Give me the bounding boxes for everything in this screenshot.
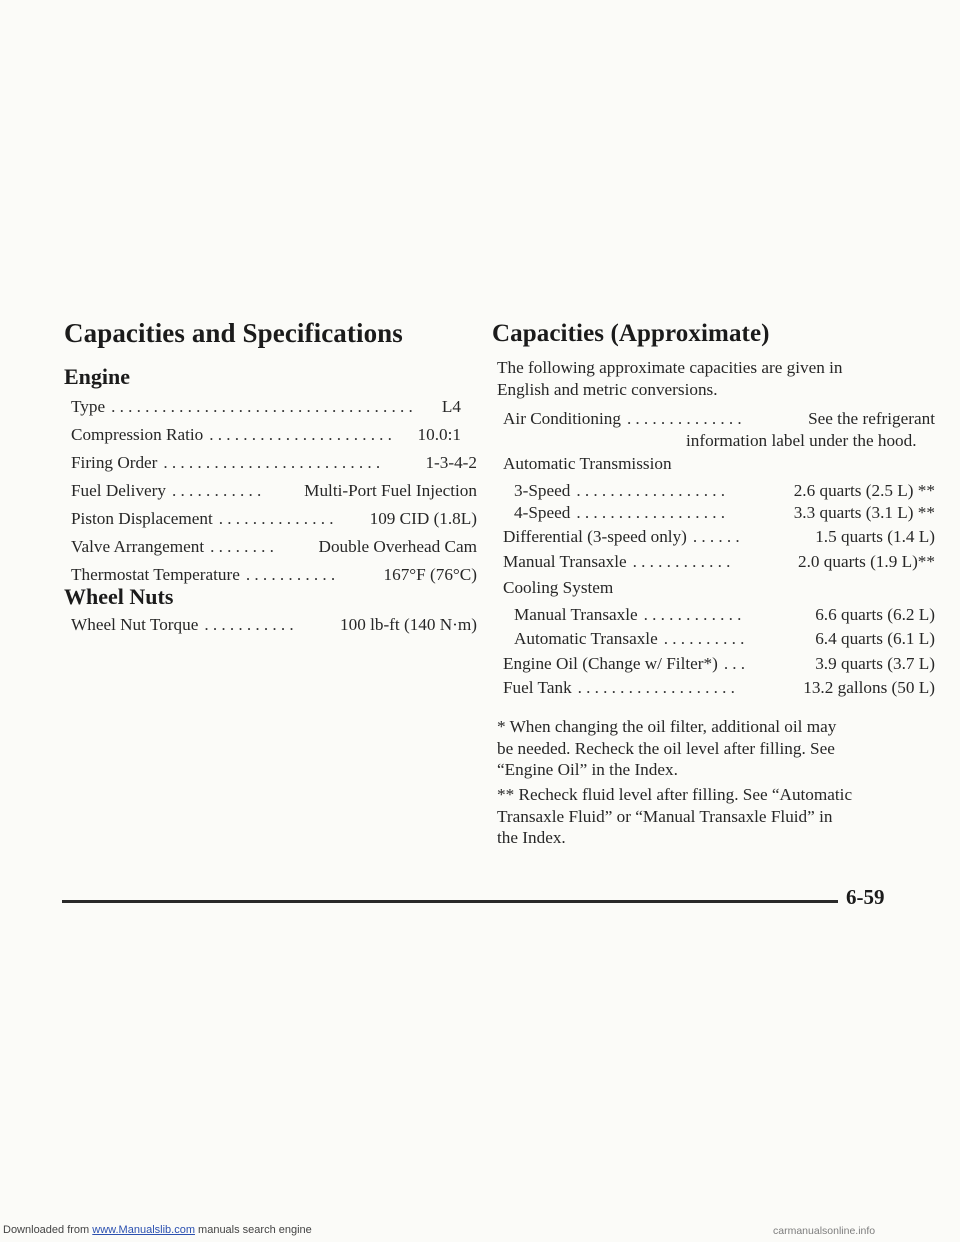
cap-label: Manual Transaxle — [514, 605, 638, 624]
cap-air-conditioning — [503, 409, 935, 429]
engine-heading: Engine — [64, 364, 131, 389]
spec-compression-ratio — [71, 425, 461, 445]
leader-dots: .................. — [576, 481, 730, 500]
cooling-system-label: Cooling System — [503, 578, 614, 597]
spec-label: Valve Arrangement — [71, 537, 205, 556]
spec-value: Double Overhead Cam — [318, 537, 477, 556]
cap-value: 2.6 quarts (2.5 L) ** — [793, 481, 935, 500]
footnote-oil-filter — [497, 716, 917, 781]
cap-value: 1.5 quarts (1.4 L) — [815, 527, 935, 546]
spec-label: Type — [71, 397, 106, 416]
leader-dots: ...... — [692, 527, 744, 546]
intro-line: English and metric conversions. — [497, 379, 718, 399]
leader-dots: ... — [723, 654, 750, 673]
spec-wheel-nut-torque — [71, 615, 477, 635]
cap-cooling-manual — [514, 605, 935, 625]
manualslib-link[interactable]: www.Manualslib.com — [92, 1224, 195, 1236]
cap-label: Manual Transaxle — [503, 552, 627, 571]
spec-value: 1-3-4-2 — [425, 453, 477, 472]
leader-dots: .......... — [663, 629, 749, 648]
spec-label: Thermostat Temperature — [71, 565, 240, 584]
leader-dots: .............. — [626, 409, 746, 428]
cap-label: 4-Speed — [514, 503, 571, 522]
download-footer — [3, 1224, 312, 1236]
leader-dots: ............ — [632, 552, 735, 571]
leader-dots: .............. — [218, 509, 338, 528]
page-number: 6-59 — [838, 885, 885, 910]
leader-dots: .................. — [576, 503, 730, 522]
cap-cooling-automatic — [514, 629, 935, 649]
cap-manual-transaxle — [503, 552, 935, 572]
leader-dots: ............ — [643, 605, 746, 624]
cap-fuel-tank — [503, 678, 935, 698]
leader-dots: ........ — [210, 537, 279, 556]
cap-value: 3.9 quarts (3.7 L) — [815, 654, 935, 673]
leader-dots: .................................... — [111, 397, 418, 416]
cap-differential — [503, 527, 935, 547]
cap-value: 13.2 gallons (50 L) — [803, 678, 935, 697]
spec-value: 109 CID (1.8L) — [369, 509, 477, 528]
cap-engine-oil — [503, 654, 935, 674]
footer-prefix: Downloaded from — [3, 1224, 93, 1236]
spec-label: Firing Order — [71, 453, 158, 472]
watermark: carmanualsonline.info — [773, 1225, 876, 1237]
wheel-nuts-heading: Wheel Nuts — [64, 584, 174, 609]
bottom-rule — [62, 900, 880, 903]
spec-valve-arrangement — [71, 537, 477, 557]
footnote-fluid-level — [497, 784, 917, 849]
spec-label: Fuel Delivery — [71, 481, 166, 500]
cap-label: Differential (3-speed only) — [503, 527, 687, 546]
leader-dots: ........... — [172, 481, 266, 500]
leader-dots: .......................... — [163, 453, 385, 472]
footnote-line: be needed. Recheck the oil level after filling. See — [497, 738, 835, 758]
spec-firing-order — [71, 453, 477, 473]
cap-label: Fuel Tank — [503, 678, 572, 697]
cap-label: Air Conditioning — [503, 409, 621, 428]
cap-label: 3-Speed — [514, 481, 571, 500]
cap-3-speed — [514, 481, 935, 501]
cap-value: See the refrigerant — [808, 409, 935, 428]
footnote-line: the Index. — [497, 828, 566, 847]
footnote-line: Transaxle Fluid” or “Manual Transaxle Fluid” in — [497, 806, 833, 826]
spec-fuel-delivery — [71, 481, 477, 501]
spec-thermostat-temperature — [71, 565, 477, 585]
spec-piston-displacement — [71, 509, 477, 529]
spec-label: Wheel Nut Torque — [71, 615, 199, 634]
spec-label: Piston Displacement — [71, 509, 213, 528]
cap-value: 6.4 quarts (6.1 L) — [815, 629, 935, 648]
spec-value: L4 — [441, 397, 461, 416]
leader-dots: ................... — [577, 678, 740, 697]
cap-value: 3.3 quarts (3.1 L) ** — [793, 503, 935, 522]
cap-label: Automatic Transaxle — [514, 629, 658, 648]
intro-line: The following approximate capacities are given in — [497, 358, 843, 377]
spec-value: 167°F (76°C) — [383, 565, 477, 584]
spec-value: Multi-Port Fuel Injection — [304, 481, 477, 500]
capacities-heading: Capacities (Approximate) — [492, 320, 770, 347]
spec-value: 10.0:1 — [417, 425, 461, 444]
spec-label: Compression Ratio — [71, 425, 204, 444]
spec-type — [71, 397, 461, 417]
cap-label: Engine Oil (Change w/ Filter*) — [503, 654, 718, 673]
cap-value: 2.0 quarts (1.9 L)** — [798, 552, 935, 571]
cap-4-speed — [514, 503, 935, 523]
spec-value: 100 lb-ft (140 N·m) — [340, 615, 477, 634]
footnote-line: “Engine Oil” in the Index. — [497, 760, 678, 779]
footnote-line: ** Recheck fluid level after filling. See “Automatic — [497, 785, 853, 804]
page-title: Capacities and Specifications — [64, 318, 403, 348]
cap-air-conditioning-cont: information label under the hood. — [686, 431, 917, 450]
leader-dots: ........... — [204, 615, 298, 634]
cap-value: 6.6 quarts (6.2 L) — [815, 605, 935, 624]
footnote-line: * When changing the oil filter, additional oil may — [497, 717, 837, 736]
leader-dots: ...................... — [209, 425, 397, 444]
leader-dots: ........... — [245, 565, 340, 584]
intro-paragraph — [497, 357, 917, 400]
footer-suffix: manuals search engine — [194, 1224, 312, 1236]
automatic-transmission-label: Automatic Transmission — [503, 454, 672, 473]
